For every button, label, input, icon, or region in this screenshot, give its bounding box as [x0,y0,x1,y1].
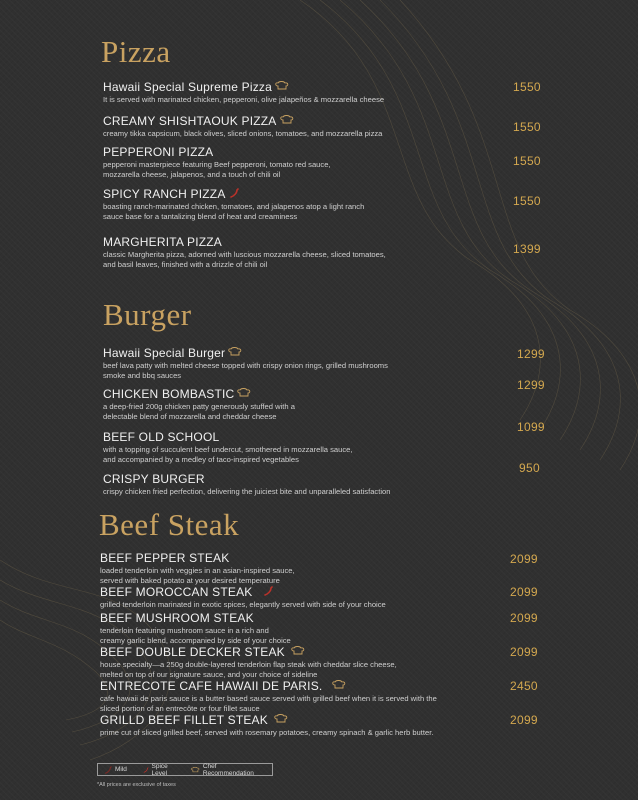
item-description: classic Margherita pizza, adorned with luscious mozzarella cheese, sliced tomatoes, and basil leaves, finished with a drizzle of chili oil [103,250,386,269]
item-name-text: Hawaii Special Burger [103,346,226,360]
item-price: 1550 [513,80,541,94]
legend-mild [104,766,135,774]
item-description: a deep-fried 200g chicken patty generously stuffed with a delectable blend of mozzarella and cheddar cheese [103,402,295,421]
item-price: 1099 [517,420,545,434]
legend-box [97,763,273,776]
item-name [100,645,397,659]
menu-item [100,611,291,646]
menu-item [103,346,388,381]
item-name-text: CHICKEN BOMBASTIC [103,387,235,401]
item-price: 2099 [510,645,538,659]
item-description: It is served with marinated chicken, pepperoni, olive jalapeños & mozzarella cheese [103,95,385,104]
item-name [103,114,382,128]
item-description: house specialty—a 250g double-layered tenderloin flap steak with cheddar slice cheese, melted on top of our signature sauce, and your choice of sideline [100,660,397,679]
item-price: 2099 [510,713,538,727]
menu-item [103,430,352,465]
item-name-text: BEEF MOROCCAN STEAK [100,585,253,599]
item-name-text: CREAMY SHISHTAOUK PIZZA [103,114,277,128]
item-description: creamy tikka capsicum, black olives, sliced onions, tomatoes, and mozzarella pizza [103,129,383,138]
legend-spice-label: Spice Level [151,762,168,777]
steak-section-title: Beef Steak [99,507,240,542]
item-description: loaded tenderloin with veggies in an asian-inspired sauce, served with baked potato at your desired temperature [100,566,295,585]
item-price: 2099 [510,611,538,625]
chef-hat-icon [291,645,305,659]
item-name [100,679,437,693]
item-name [103,472,390,486]
chili-icon [263,585,273,599]
legend-mild-label: Mild [115,766,127,773]
tax-footnote: *All prices are exclusive of taxes [97,782,176,788]
chef-hat-icon [275,80,289,94]
item-description: boasting ranch-marinated chicken, tomatoes, and jalapenos atop a light ranch sauce base for a tantalizing blend of heat and creaminess [103,202,365,221]
item-name-text: MARGHERITA PIZZA [103,235,222,249]
item-name-text: BEEF PEPPER STEAK [100,551,230,565]
item-price: 1299 [517,347,545,361]
item-price: 1399 [513,242,541,256]
menu-item [103,387,295,422]
item-price: 2099 [510,552,538,566]
item-name-text: BEEF MUSHROOM STEAK [100,611,254,625]
legend-chef [191,763,264,777]
item-description: pepperoni masterpiece featuring Beef pepperoni, tomato red sauce, mozzarella cheese, jalapenos, and a touch of chili oil [103,160,331,179]
legend-spice [143,763,183,777]
item-price: 1550 [513,120,541,134]
item-name [100,585,386,599]
menu-item [103,145,331,180]
item-price: 1550 [513,194,541,208]
chili-icon [229,187,239,201]
item-price: 2099 [510,585,538,599]
item-description: grilled tenderloin marinated in exotic spices, elegantly served with side of your choice [100,600,386,609]
menu-item [103,235,386,270]
item-description: beef lava patty with melted cheese topped with crispy onion rings, grilled mushrooms smoke and bbq sauces [103,361,388,380]
pizza-section-title: Pizza [101,34,171,69]
item-name-text: BEEF DOUBLE DECKER STEAK [100,645,285,659]
chef-hat-icon [191,766,200,774]
menu-item [100,585,386,610]
chef-hat-icon [274,713,288,727]
burger-section-title: Burger [103,297,192,332]
item-name-text: CRISPY BURGER [103,472,205,486]
item-name-text: GRILLD BEEF FILLET STEAK [100,713,268,727]
menu-item [100,645,397,680]
item-name-text: BEEF OLD SCHOOL [103,430,220,444]
item-description: with a topping of succulent beef undercut, smothered in mozzarella sauce, and accompanied by a medley of taco-inspired vegetables [103,445,353,464]
item-name [103,145,331,159]
item-name [100,713,433,727]
chef-hat-icon [237,387,251,401]
item-description: crispy chicken fried perfection, delivering the juiciest bite and unparalleled satisfaction [103,487,391,496]
item-name [103,187,364,201]
item-name-text: ENTRECOTE CAFE HAWAII DE PARIS. [100,679,323,693]
legend-chef-label: Chef Recommendation [202,762,254,777]
item-name [100,611,291,625]
menu-item [103,187,364,222]
item-name [100,551,295,565]
mild-chili-icon [104,766,112,774]
menu-item [103,114,382,139]
item-name [103,80,384,94]
spice-chili-icon [143,766,149,774]
item-name [103,235,386,249]
item-name [103,430,352,444]
item-name-text: Hawaii Special Supreme Pizza [103,80,273,94]
item-price: 1550 [513,154,541,168]
menu-item [100,679,437,714]
item-description: tenderloin featuring mushroom sauce in a rich and creamy garlic blend, accompanied by side of your choice [100,626,291,645]
chef-hat-icon [228,346,242,360]
item-description: prime cut of sliced grilled beef, served with rosemary potatoes, creamy spinach & garlic herb butter. [100,728,434,737]
chef-hat-icon [280,114,294,128]
item-name-text: SPICY RANCH PIZZA [103,187,226,201]
item-name [103,346,388,360]
item-price: 950 [519,461,540,475]
item-description: cafe hawaii de paris sauce is a butter based sauce served with grilled beef when it is served with the sliced portion of an entrecôte or four fillet sauce [100,694,437,713]
menu-item [100,713,433,738]
menu-item [103,472,390,497]
menu-item [100,551,295,586]
item-price: 1299 [517,378,545,392]
menu-item [103,80,384,105]
item-price: 2450 [510,679,538,693]
item-name-text: PEPPERONI PIZZA [103,145,214,159]
item-name [103,387,295,401]
chef-hat-icon [332,679,346,693]
